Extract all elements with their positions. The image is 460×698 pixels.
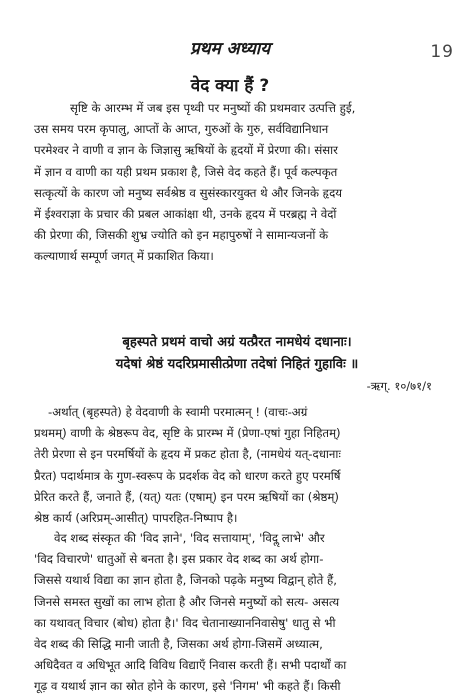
text-line: गूढ़ व यथार्थ ज्ञान का स्रोत होने के कारण, इसे 'निगम' भी कहते हैं। किसी: [34, 679, 341, 694]
text-line: प्रथमम्) वाणी के श्रेष्ठरूप वेद, सृष्टि के प्रारम्भ में (प्रेणा-एषां गुहा निहितम्): [34, 426, 341, 441]
page-number: 19: [430, 42, 454, 62]
text-line: अधिदैवत व अधिभूत आदि विविध विद्याएँ निवास करती हैं। सभी पदार्थों का: [34, 658, 347, 673]
verse-line-2: यदेषां श्रेष्ठं यदरिप्रमासीत्प्रेणा तदेषां निहितं गुहाविः ॥: [115, 357, 359, 372]
text-line: प्रेरित करते हैं, जनाते हैं, (यत्) यतः (एषाम्) इन परम ऋषियों का (श्रेष्ठम्): [34, 489, 339, 504]
text-line: परमेश्वर ने वाणी व ज्ञान के जिज्ञासु ऋषियों के हृदयों में प्रेरणा की। संसार: [34, 143, 338, 158]
verse-reference: -ऋग्. १०/७१/१: [366, 379, 432, 393]
text-line: में ईश्वराज्ञा के प्रचार की प्रबल आकांक्षा थी, उनके हृदय में परब्रह्म ने वेदों: [34, 207, 337, 222]
text-line: -अर्थात् (बृहस्पते) हे वेदवाणी के स्वामी परमात्मन् ! (वाचः-अग्रं: [48, 405, 308, 419]
text-line: सृष्टि के आरम्भ में जब इस पृथ्वी पर मनुष्यों की प्रथमवार उत्पत्ति हुई,: [70, 101, 356, 115]
text-line: सत्कृत्यों के कारण जो मनुष्य सर्वश्रेष्ठ व सुसंस्कारयुक्त थे और जिनके हृदय: [34, 185, 343, 200]
paragraph-meaning: [34, 402, 438, 529]
text-line: तेरी प्रेरणा से इन परमर्षियों के हृदय में प्रकट होता है, (नामधेयं यत्-दधानाः: [34, 447, 341, 462]
text-line: वेद शब्द की सिद्धि मानी जाती है, जिसका अर्थ होगा-जिसमें अध्यात्म,: [34, 637, 323, 652]
text-line: जिससे यथार्थ विद्या का ज्ञान होता है, जिनको पढ़के मनुष्य विद्वान् होते हैं,: [34, 573, 337, 588]
verse-line-1: बृहस्पते प्रथमं वाचो अग्रं यत्प्रैरत नामधेयं दधानाः।: [122, 335, 352, 350]
text-line: का यथावत् विचार (बोध) होता है।' विद चेतानाख्याननिवासेषु' धातु से भी: [34, 615, 336, 630]
section-title: वेद क्या हैं ?: [190, 76, 270, 96]
text-line: प्रैरत) पदार्थमात्र के गुण-स्वरूप के प्रदर्शक वेद को धारण करते हुए परमर्षि: [34, 468, 341, 483]
text-line: वेद शब्द संस्कृत की 'विद ज्ञाने', 'विद सत्तायाम्', 'विदॢ लाभे' और: [54, 531, 325, 545]
text-line: की प्रेरणा की, जिसकी शुभ्र ज्योति को इन महापुरुषों ने सामान्यजनों के: [34, 228, 329, 243]
sanskrit-verse: [34, 332, 440, 376]
text-line: में ज्ञान व वाणी का यही प्रथम प्रकाश है, जिसे वेद कहते हैं। पूर्व कल्पकृत: [34, 164, 338, 179]
chapter-heading: प्रथम अध्याय: [189, 39, 271, 59]
text-line: कल्याणार्थ सम्पूर्ण जगत् में प्रकाशित किया।: [34, 249, 214, 264]
text-line: श्रेष्ठ कार्य (अरिप्रम्-आसीत्) पापरहित-निष्पाप है।: [34, 511, 238, 526]
text-line: जिनसे समस्त सुखों का लाभ होता है और जिनसे मनुष्यों को सत्य- असत्य: [34, 594, 340, 609]
text-line: उस समय परम कृपालु, आप्तों के आप्त, गुरुओं के गुरु, सर्वविद्यानिधान: [34, 122, 329, 137]
paragraph-intro: [34, 98, 438, 268]
text-line: 'विद विचारणे' धातुओं से बनता है। इस प्रकार वेद शब्द का अर्थ होगा-: [34, 552, 324, 567]
